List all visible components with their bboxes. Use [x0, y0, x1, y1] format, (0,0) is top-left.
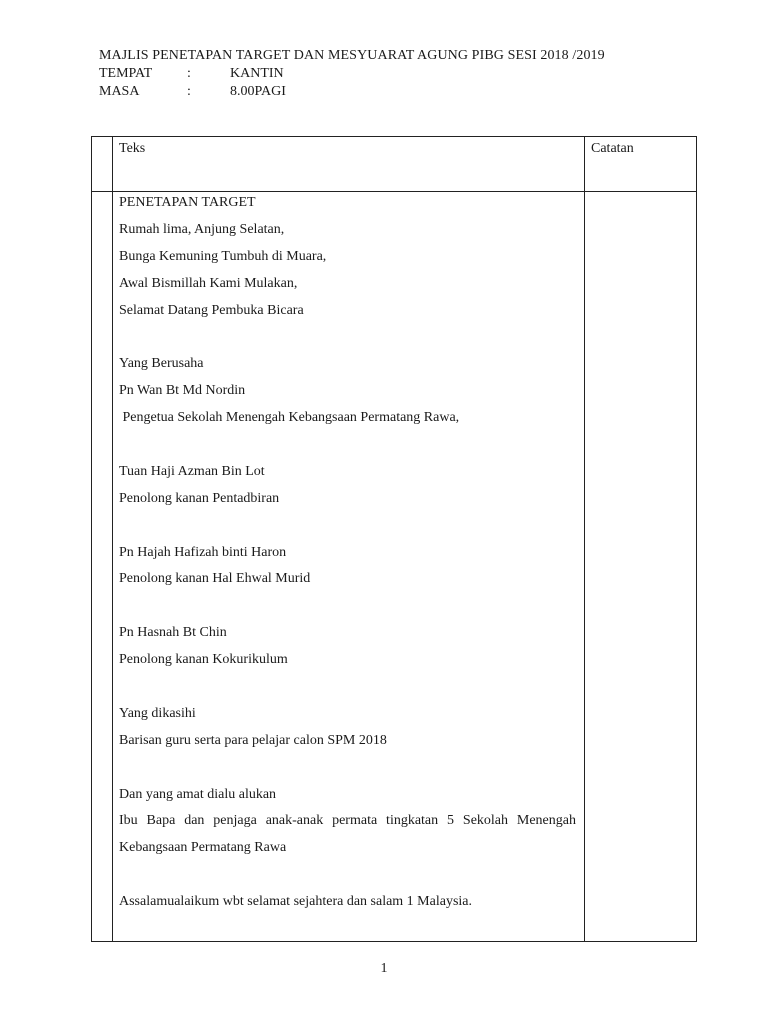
text-line — [119, 597, 576, 624]
text-line: Assalamualaikum wbt selamat sejahtera dan salam 1 Malaysia. — [119, 894, 473, 910]
catatan-header-cell — [585, 137, 697, 192]
meta-row-masa — [99, 83, 605, 101]
text-line: Dan yang amat dialu alukan — [119, 786, 277, 802]
text-line: Ibu Bapa dan penjaga anak-anak permata tingkatan 5 Sekolah Menengah — [119, 813, 576, 829]
text-line: Penolong kanan Hal Ehwal Murid — [119, 571, 311, 587]
document-header — [99, 47, 605, 101]
meta-value: KANTIN — [230, 66, 284, 81]
text-line: Pn Hajah Hafizah binti Haron — [119, 544, 287, 560]
teks-header-cell — [113, 137, 585, 192]
text-line: Kebangsaan Permatang Rawa — [119, 840, 287, 856]
teks-header: Teks — [119, 141, 146, 156]
text-line — [119, 759, 576, 786]
text-line — [119, 436, 576, 463]
text-line — [119, 517, 576, 544]
text-line: PENETAPAN TARGET — [119, 195, 256, 210]
teks-content — [113, 192, 584, 920]
text-line: Selamat Datang Pembuka Bicara — [119, 302, 304, 318]
text-line: Tuan Haji Azman Bin Lot — [119, 463, 265, 479]
page-number: 1 — [380, 961, 388, 976]
number-column-cell — [92, 192, 113, 942]
table-body-row — [92, 192, 697, 942]
text-line: Rumah lima, Anjung Selatan, — [119, 221, 285, 237]
meta-separator: : — [187, 66, 191, 81]
meta-value: 8.00PAGI — [230, 84, 286, 99]
table-header-row — [92, 137, 697, 192]
text-line: Barisan guru serta para pelajar calon SPM 2018 — [119, 732, 387, 748]
text-line: Bunga Kemuning Tumbuh di Muara, — [119, 248, 327, 264]
text-line: Pn Hasnah Bt Chin — [119, 625, 227, 641]
meta-separator: : — [187, 84, 191, 99]
text-line — [119, 678, 576, 705]
catatan-cell — [585, 192, 697, 942]
meta-row-tempat — [99, 65, 605, 83]
meta-key: TEMPAT — [99, 66, 153, 81]
teks-cell — [113, 192, 585, 942]
number-column-cell — [92, 137, 113, 192]
script-table — [91, 136, 697, 942]
text-line: Penolong kanan Kokurikulum — [119, 652, 288, 668]
text-line: Yang Berusaha — [119, 356, 204, 372]
document-title: MAJLIS PENETAPAN TARGET DAN MESYUARAT AGUNG PIBG SESI 2018 /2019 — [99, 48, 605, 63]
text-line: Yang dikasihi — [119, 705, 196, 721]
text-line: Penolong kanan Pentadbiran — [119, 490, 280, 506]
text-line: Pn Wan Bt Md Nordin — [119, 383, 246, 399]
meta-key: MASA — [99, 84, 140, 99]
text-line — [119, 866, 576, 893]
text-line — [119, 328, 576, 355]
catatan-header: Catatan — [591, 141, 634, 156]
text-line: Awal Bismillah Kami Mulakan, — [119, 275, 298, 291]
text-line: Pengetua Sekolah Menengah Kebangsaan Permatang Rawa, — [119, 410, 460, 426]
